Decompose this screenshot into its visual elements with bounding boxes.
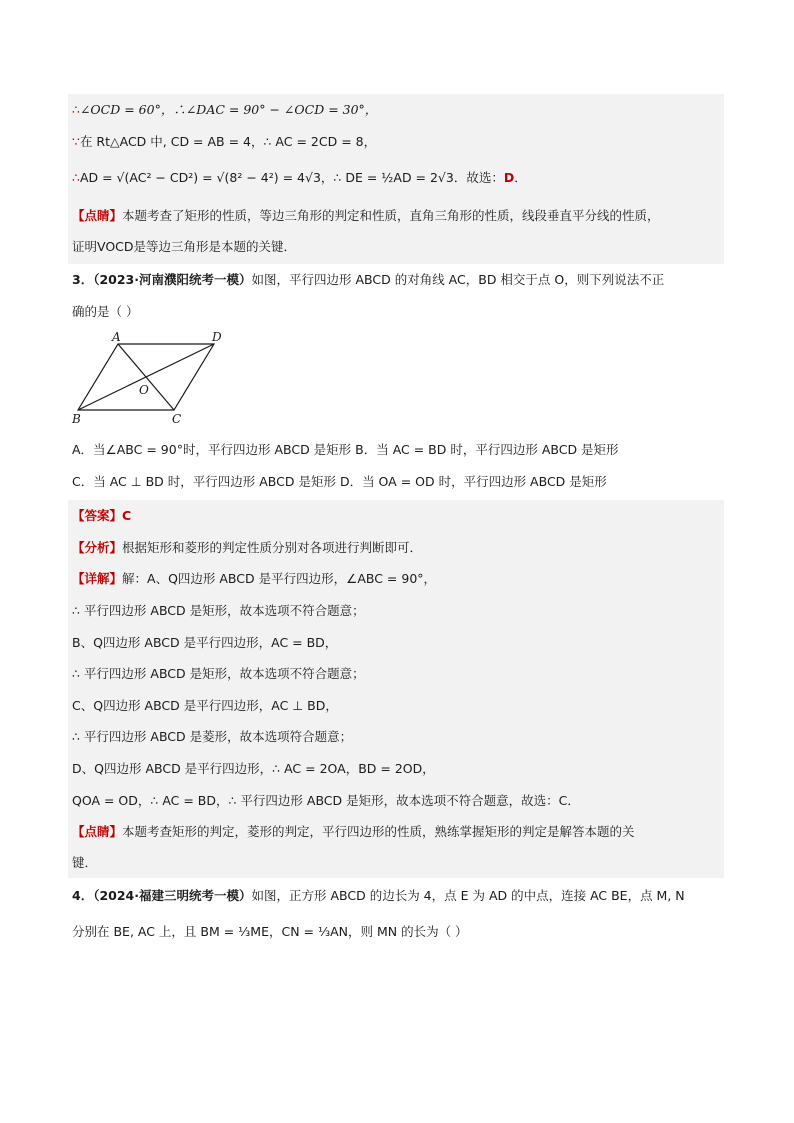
q3-detail-line-4 — [72, 664, 365, 684]
label-a: A — [112, 330, 121, 344]
q3-options-ab-text: A．当∠ABC = 90°时，平行四边形 ABCD 是矩形 B．当 AC = BD 时，平行四边形 ABCD 是矩形 — [72, 442, 619, 457]
q3-options-ab — [72, 440, 619, 460]
q2-dianjing-line-1 — [72, 206, 660, 226]
q3-detail-text: QOA = OD，∴ AC = BD，∴ 平行四边形 ABCD 是矩形，故本选项不符合题意，故选：C． — [72, 793, 580, 808]
q2-answer: D — [503, 170, 515, 185]
analysis-tag: 【分析】 — [72, 540, 123, 555]
dianjing-tag: 【点睛】 — [72, 824, 123, 839]
q2-solution-line-2 — [72, 132, 376, 152]
q2-line-1-text: ∠OCD = 60°，∴∠DAC = 90° − ∠OCD = 30°， — [79, 102, 378, 117]
q3-detail-text: ∴ 平行四边形 ABCD 是菱形，故本选项符合题意； — [72, 729, 353, 744]
q3-analysis-text: 根据矩形和菱形的判定性质分别对各项进行判断即可． — [122, 540, 423, 555]
q4-source: （2024·福建三明统考一模） — [93, 888, 252, 903]
q2-dianjing-text-2: 证明VOCD是等边三角形是本题的关键． — [72, 239, 297, 254]
q3-source: （2023·河南濮阳统考一模） — [93, 272, 252, 287]
q3-detail-text: D、Q四边形 ABCD 是平行四边形，∴ AC = 2OA，BD = 2OD， — [72, 761, 435, 776]
q3-detail-line-8 — [72, 791, 580, 811]
q2-solution-line-1 — [72, 100, 377, 120]
therefore-symbol: ∴ — [72, 102, 80, 117]
q3-detail-text: C、Q四边形 ABCD 是平行四边形，AC ⊥ BD， — [72, 698, 338, 713]
q3-detail-line-5 — [72, 696, 338, 716]
parallelogram-figure — [66, 330, 236, 430]
q3-number: 3． — [72, 272, 94, 287]
dianjing-tag: 【点睛】 — [72, 208, 123, 223]
q3-detail-text: 解：A、Q四边形 ABCD 是平行四边形，∠ABC = 90°， — [122, 571, 437, 586]
answer-tag: 【答案】 — [72, 508, 123, 523]
q3-detail-line-1 — [72, 569, 436, 589]
q3-detail-text: ∴ 平行四边形 ABCD 是矩形，故本选项不符合题意； — [72, 666, 365, 681]
q3-dianjing-text-1: 本题考查矩形的判定，菱形的判定，平行四边形的性质，熟练掌握矩形的判定是解答本题的关 — [122, 824, 635, 839]
q3-answer: C — [122, 508, 132, 523]
because-symbol: ∵ — [72, 134, 80, 149]
q3-detail-line-3 — [72, 633, 337, 653]
q4-stem-2: 分别在 BE, AC 上，且 BM = ⅓ME，CN = ⅓AN，则 MN 的长为（ ） — [72, 924, 468, 939]
q3-detail-text: B、Q四边形 ABCD 是平行四边形，AC = BD， — [72, 635, 338, 650]
q3-answer-line — [72, 506, 131, 526]
q3-dianjing-line-2 — [72, 853, 97, 873]
q3-options-cd — [72, 472, 607, 492]
q2-solution-line-3 — [72, 168, 527, 188]
q3-detail-line-7 — [72, 759, 435, 779]
q3-stem-line-1 — [72, 270, 664, 290]
q3-detail-text: ∴ 平行四边形 ABCD 是矩形，故本选项不符合题意； — [72, 603, 365, 618]
q3-stem-1: 如图，平行四边形 ABCD 的对角线 AC，BD 相交于点 O，则下列说法不正 — [251, 272, 665, 287]
q3-stem-2: 确的是（ ） — [72, 304, 139, 319]
q3-detail-line-2 — [72, 601, 365, 621]
q2-dianjing-line-2 — [72, 237, 296, 257]
label-o: O — [139, 383, 149, 397]
detail-tag: 【详解】 — [72, 571, 123, 586]
label-b: B — [72, 412, 81, 426]
q4-stem-line-1 — [72, 886, 685, 906]
q2-line-3-end: ． — [514, 170, 527, 185]
q4-number: 4． — [72, 888, 94, 903]
q2-line-3-text: AD = √(AC² − CD²) = √(8² − 4²) = 4√3，∴ DE = ½AD = 2√3．故选： — [79, 170, 504, 185]
q3-options-cd-text: C．当 AC ⊥ BD 时，平行四边形 ABCD 是矩形 D．当 OA = OD 时，平行四边形 ABCD 是矩形 — [72, 474, 607, 489]
label-d: D — [212, 330, 222, 344]
q3-dianjing-line-1 — [72, 822, 635, 842]
q4-stem-line-2 — [72, 922, 468, 942]
q3-stem-line-2 — [72, 302, 138, 322]
therefore-symbol: ∴ — [72, 170, 80, 185]
q2-dianjing-text-1: 本题考查了矩形的性质，等边三角形的判定和性质，直角三角形的性质，线段垂直平分线的性质， — [122, 208, 660, 223]
q3-analysis-line — [72, 538, 422, 558]
label-c: C — [172, 412, 182, 426]
q4-stem-1: 如图，正方形 ABCD 的边长为 4，点 E 为 AD 的中点，连接 AC BE，点 M, N — [251, 888, 685, 903]
q3-detail-line-6 — [72, 727, 352, 747]
q3-dianjing-text-2: 键． — [72, 855, 98, 870]
q2-line-2-text: 在 Rt△ACD 中, CD = AB = 4，∴ AC = 2CD = 8， — [79, 134, 377, 149]
